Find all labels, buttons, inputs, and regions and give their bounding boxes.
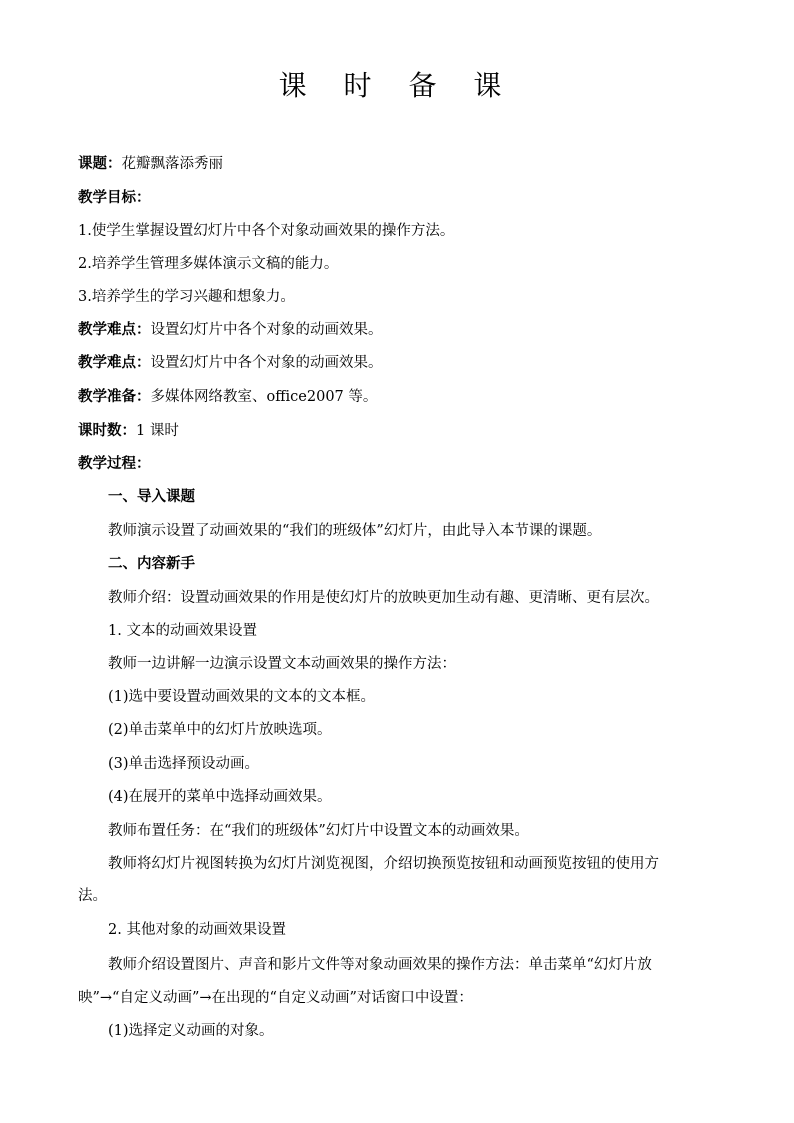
section-paragraph: 教师介绍：设置动画效果的作用是使幻灯片的放映更加生动有趣、更清晰、更有层次。 (108, 590, 659, 606)
step-item: (3)单击选择预设动画。 (108, 756, 260, 772)
page-title: 课 时 备 课 (278, 69, 516, 102)
preparation-value: 多媒体网络教室、office2007 等。 (150, 389, 378, 405)
goals-label: 教学目标： (78, 190, 151, 206)
section-paragraph: 教师布置任务：在“我们的班级体”幻灯片中设置文本的动画效果。 (108, 823, 529, 839)
section-paragraph: 教师介绍设置图片、声音和影片文件等对象动画效果的操作方法：单击菜单“幻灯片放 (108, 957, 652, 973)
section-paragraph: 教师演示设置了动画效果的“我们的班级体”幻灯片，由此导入本节课的课题。 (108, 523, 602, 539)
preparation-label: 教学准备： (78, 389, 151, 405)
step-item: (2)单击菜单中的幻灯片放映选项。 (108, 722, 332, 738)
goal-item: 1.使学生掌握设置幻灯片中各个对象动画效果的操作方法。 (78, 223, 455, 239)
subsection-heading: 2. 其他对象的动画效果设置 (108, 922, 286, 938)
preparation-line (78, 387, 718, 407)
difficulty-line (78, 353, 718, 373)
goal-item: 2.培养学生管理多媒体演示文稿的能力。 (78, 256, 339, 272)
process-heading (78, 454, 718, 474)
section-paragraph-continued: 映”→“自定义动画”→在出现的“自定义动画”对话窗口中设置： (78, 990, 473, 1006)
topic-label: 课题： (78, 156, 122, 172)
subsection-heading: 1. 文本的动画效果设置 (108, 623, 257, 639)
hours-value: 1 课时 (136, 423, 179, 439)
hours-line (78, 421, 718, 441)
key-point-label: 教学难点： (78, 322, 151, 338)
section-paragraph: 教师一边讲解一边演示设置文本动画效果的操作方法： (108, 656, 456, 672)
key-point-line (78, 320, 718, 340)
section-paragraph-continued: 法。 (78, 888, 107, 904)
section-heading: 一、导入课题 (108, 489, 195, 505)
key-point-value: 设置幻灯片中各个对象的动画效果。 (150, 322, 383, 338)
goals-heading (78, 188, 718, 208)
hours-label: 课时数： (78, 423, 136, 439)
goal-item: 3.培养学生的学习兴趣和想象力。 (78, 289, 295, 305)
difficulty-value: 设置幻灯片中各个对象的动画效果。 (150, 355, 383, 371)
difficulty-label: 教学难点： (78, 355, 151, 371)
section-paragraph: 教师将幻灯片视图转换为幻灯片浏览视图，介绍切换预览按钮和动画预览按钮的使用方 (108, 856, 659, 872)
step-item: (4)在展开的菜单中选择动画效果。 (108, 789, 332, 805)
section-heading: 二、内容新手 (108, 556, 195, 572)
topic-value: 花瓣飘落添秀丽 (121, 156, 223, 172)
step-item: (1)选择定义动画的对象。 (108, 1023, 274, 1039)
topic-line (78, 154, 718, 174)
process-label: 教学过程： (78, 456, 151, 472)
step-item: (1)选中要设置动画效果的文本的文本框。 (108, 689, 376, 705)
